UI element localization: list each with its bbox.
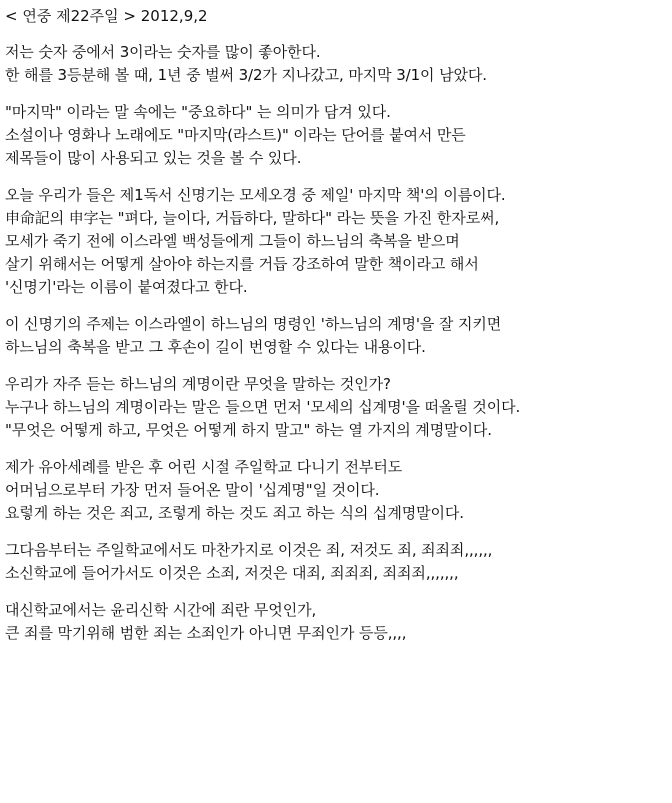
text-line: 그다음부터는 주일학교에서도 마찬가지로 이것은 죄, 저것도 죄, 죄죄죄,,,,,, xyxy=(5,541,493,559)
text-line: 하느님의 축복을 받고 그 후손이 길이 번영할 수 있다는 내용이다. xyxy=(5,338,426,356)
text-line: "마지막" 이라는 말 속에는 "중요하다" 는 의미가 담겨 있다. xyxy=(5,103,391,121)
text-line: 소설이나 영화나 노래에도 "마지막(라스트)" 이라는 단어를 붙여서 만든 xyxy=(5,126,466,144)
paragraph xyxy=(5,599,672,645)
paragraph xyxy=(5,41,672,87)
text-line: 한 해를 3등분해 볼 때, 1년 중 벌써 3/2가 지나갔고, 마지막 3/1이 남았다. xyxy=(5,66,487,84)
text-line: 요렇게 하는 것은 죄고, 조렇게 하는 것도 죄고 하는 식의 십계명말이다. xyxy=(5,504,464,522)
text-line: '신명기'라는 이름이 붙여졌다고 한다. xyxy=(5,278,248,296)
text-line: 제목들이 많이 사용되고 있는 것을 볼 수 있다. xyxy=(5,149,302,167)
text-line: 우리가 자주 듣는 하느님의 계명이란 무엇을 말하는 것인가? xyxy=(5,375,391,393)
text-line: 제가 유아세례를 받은 후 어린 시절 주일학교 다니기 전부터도 xyxy=(5,458,403,476)
text-line: 대신학교에서는 윤리신학 시간에 죄란 무엇인가, xyxy=(5,601,317,619)
text-line: 살기 위해서는 어떻게 살아야 하는지를 거듭 강조하여 말한 책이라고 해서 xyxy=(5,255,479,273)
text-line: 저는 숫자 중에서 3이라는 숫자를 많이 좋아한다. xyxy=(5,43,321,61)
text-line: 오늘 우리가 들은 제1독서 신명기는 모세오경 중 제일' 마지막 책'의 이름이다. xyxy=(5,186,506,204)
text-line: 큰 죄를 막기위해 범한 죄는 소죄인가 아니면 무죄인가 등등,,,, xyxy=(5,624,407,642)
text-line: 소신학교에 들어가서도 이것은 소죄, 저것은 대죄, 죄죄죄, 죄죄죄,,,,,,, xyxy=(5,564,459,582)
paragraph xyxy=(5,539,672,585)
paragraph xyxy=(5,313,672,359)
text-line: "무엇은 어떻게 하고, 무엇은 어떻게 하지 말고" 하는 열 가지의 계명말이다. xyxy=(5,421,492,439)
text-line: 이 신명기의 주제는 이스라엘이 하느님의 명령인 '하느님의 계명'을 잘 지키면 xyxy=(5,315,502,333)
text-line: 申命記의 申字는 "펴다, 늘이다, 거듭하다, 말하다" 라는 뜻을 가진 한자로써, xyxy=(5,209,500,227)
text-line: 누구나 하느님의 계명이라는 말은 들으면 먼저 '모세의 십계명'을 떠올릴 것이다. xyxy=(5,398,521,416)
paragraph xyxy=(5,456,672,525)
paragraph xyxy=(5,101,672,170)
text-line: 어머님으로부터 가장 먼저 들어온 말이 '십계명"일 것이다. xyxy=(5,481,380,499)
document-title: < 연중 제22주일 > 2012,9,2 xyxy=(5,7,208,25)
paragraph xyxy=(5,184,672,299)
text-line: 모세가 죽기 전에 이스라엘 백성들에게 그들이 하느님의 축복을 받으며 xyxy=(5,232,460,250)
paragraph xyxy=(5,373,672,442)
